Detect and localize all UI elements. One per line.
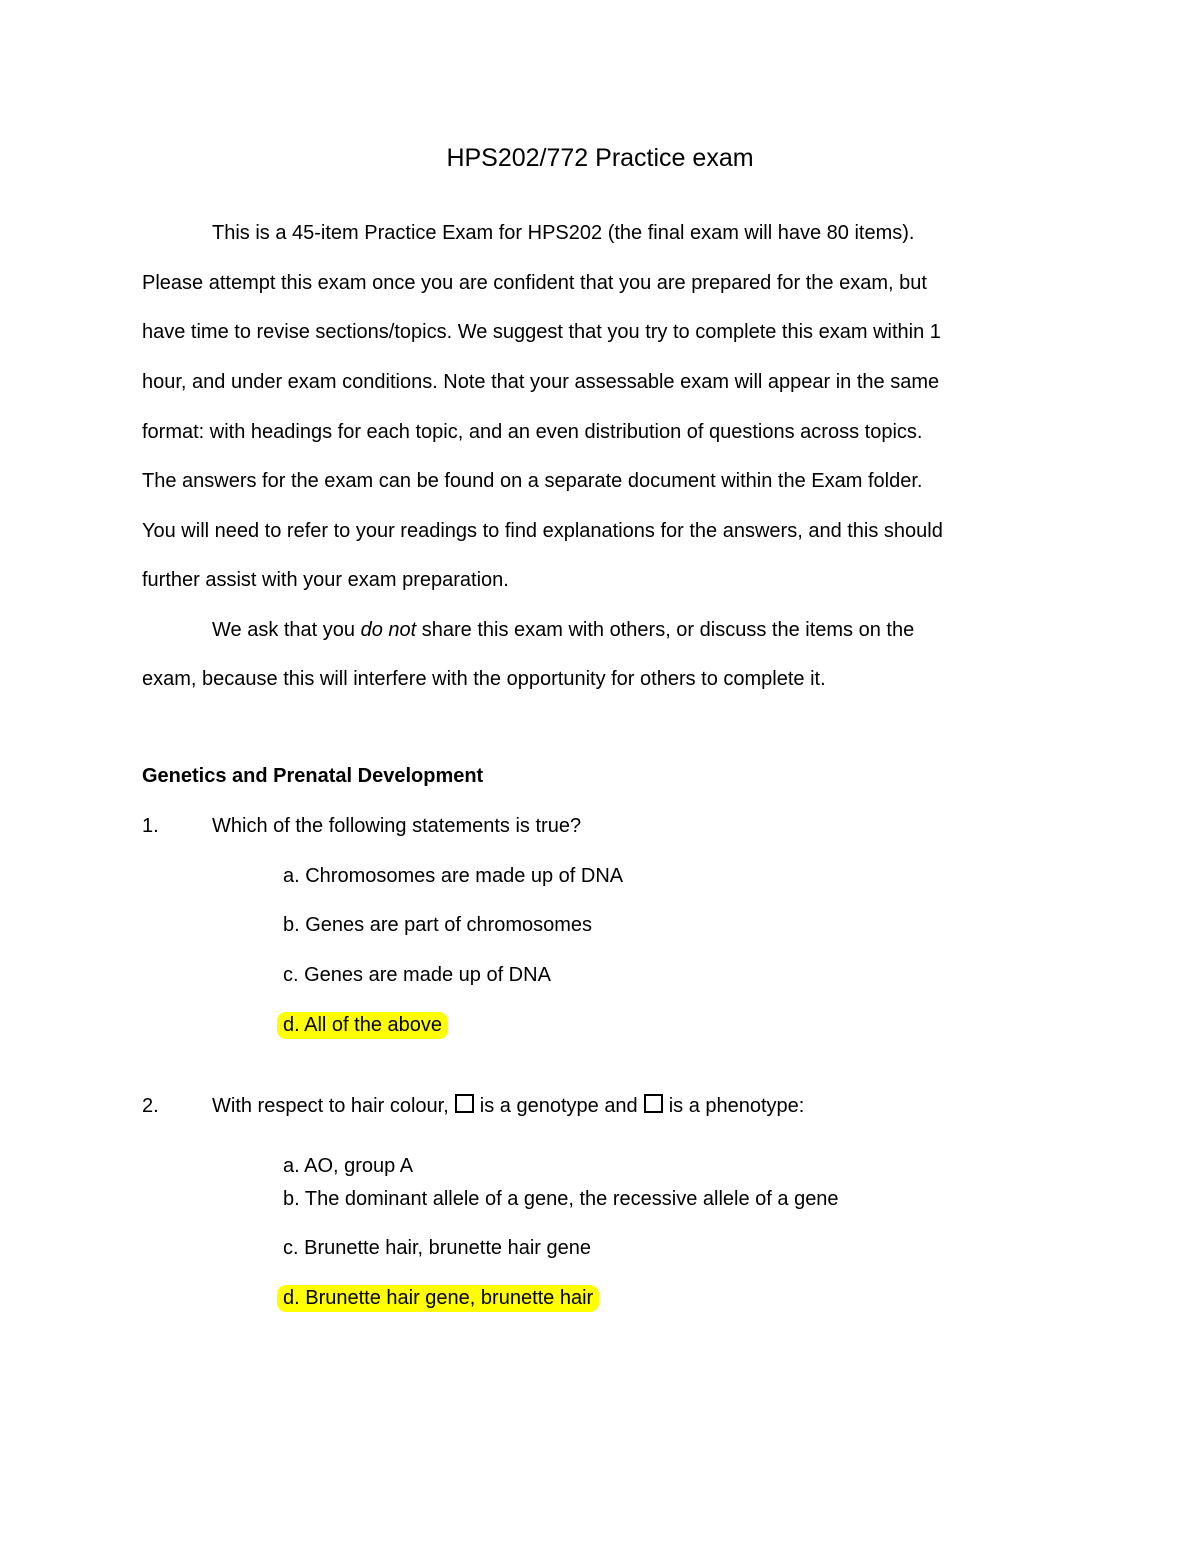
- intro-line-3: have time to revise sections/topics. We suggest that you try to complete this exam within 1: [142, 321, 941, 343]
- blank-box-icon: [455, 1094, 474, 1113]
- intro-line-4: hour, and under exam conditions. Note that your assessable exam will appear in the same: [142, 371, 940, 393]
- document-title: HPS202/772 Practice exam: [446, 144, 754, 172]
- intro-line-1: This is a 45-item Practice Exam for HPS202 (the final exam will have 80 items).: [212, 222, 915, 244]
- intro-line-7: You will need to refer to your readings to find explanations for the answers, and this should: [142, 520, 943, 542]
- notice-line-1: [212, 616, 914, 644]
- section-heading: Genetics and Prenatal Development: [142, 765, 484, 787]
- question-1-option-c: c. Genes are made up of DNA: [283, 964, 551, 986]
- notice-before: We ask that you: [212, 619, 361, 641]
- intro-line-6: The answers for the exam can be found on a separate document within the Exam folder.: [142, 470, 923, 492]
- notice-after: share this exam with others, or discuss the items on the: [416, 619, 915, 641]
- question-2-text: [212, 1092, 804, 1120]
- question-1-option-a: a. Chromosomes are made up of DNA: [283, 865, 624, 887]
- question-1-option-b: b. Genes are part of chromosomes: [283, 914, 593, 936]
- question-1-number: 1.: [142, 815, 159, 837]
- question-2-text-part1: With respect to hair colour,: [212, 1095, 449, 1117]
- question-2-option-d: [283, 1284, 599, 1312]
- question-2-option-c: c. Brunette hair, brunette hair gene: [283, 1237, 591, 1259]
- notice-line-2: exam, because this will interfere with the opportunity for others to complete it.: [142, 668, 826, 690]
- notice-emphasis: do not: [360, 619, 417, 641]
- question-1-option-d: [283, 1011, 448, 1039]
- answer-highlight: d. All of the above: [277, 1012, 448, 1039]
- question-2-number: 2.: [142, 1095, 159, 1117]
- question-2-option-b: b. The dominant allele of a gene, the recessive allele of a gene: [283, 1188, 839, 1210]
- answer-highlight: d. Brunette hair gene, brunette hair: [277, 1285, 599, 1312]
- question-2-option-a: a. AO, group A: [283, 1155, 414, 1177]
- intro-line-5: format: with headings for each topic, and an even distribution of questions across topics.: [142, 421, 923, 443]
- question-1-text: Which of the following statements is true?: [212, 815, 582, 837]
- intro-line-8: further assist with your exam preparation.: [142, 569, 509, 591]
- blank-box-icon: [644, 1094, 663, 1113]
- question-2-text-part3: is a phenotype:: [668, 1095, 805, 1117]
- intro-line-2: Please attempt this exam once you are confident that you are prepared for the exam, but: [142, 272, 927, 294]
- question-2-text-part2: is a genotype and: [479, 1095, 638, 1117]
